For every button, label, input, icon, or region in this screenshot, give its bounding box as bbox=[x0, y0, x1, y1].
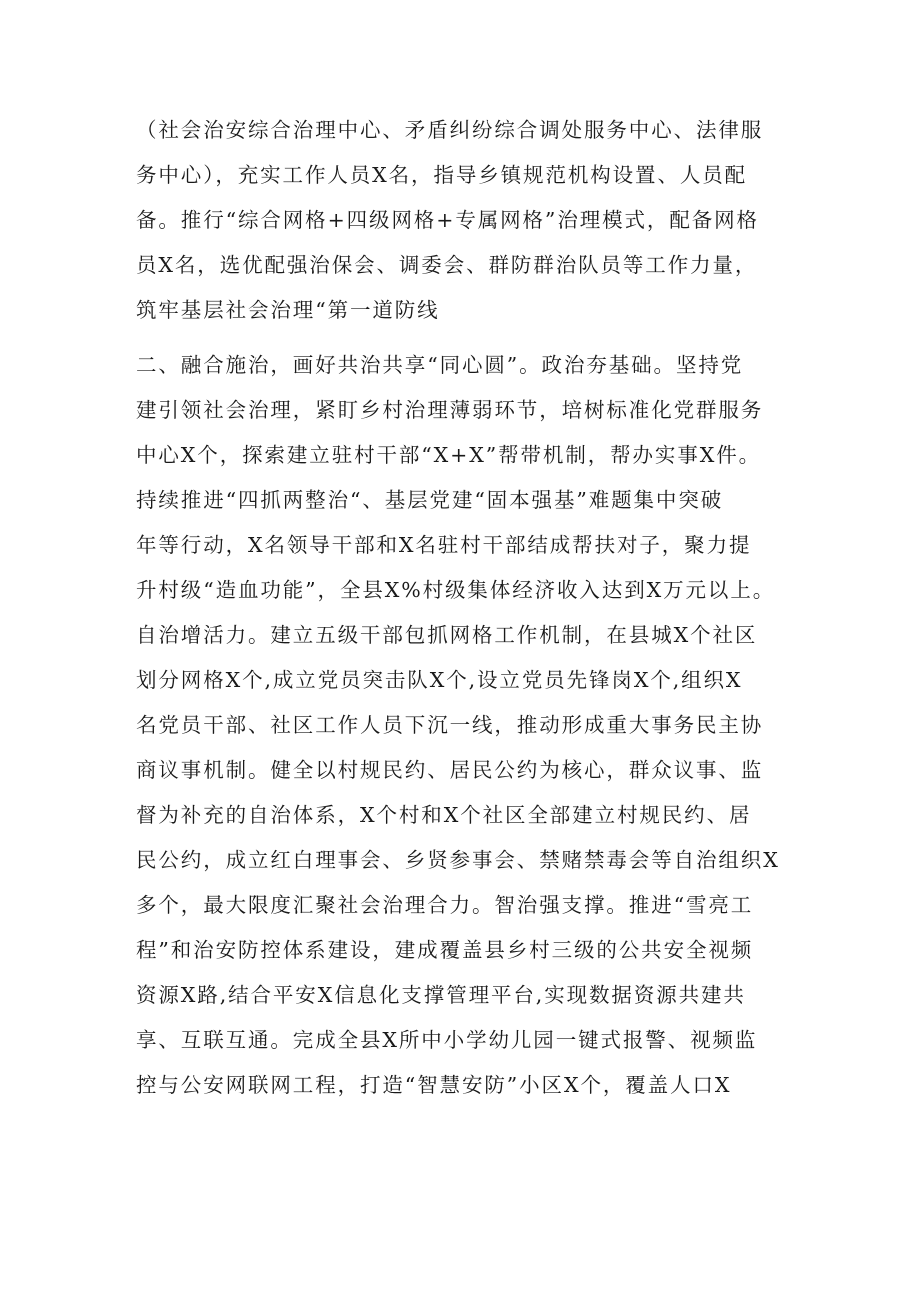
paragraph-2-line-7: 自治增活力。建立五级干部包抓网格工作机制，在县城X个社区 bbox=[136, 623, 758, 647]
paragraph-2-line-16: 享、互联互通。完成全县X所中小学幼儿园一键式报警、视频监 bbox=[136, 1028, 758, 1052]
paragraph-2-line-2: 建引领社会治理，紧盯乡村治理薄弱环节，培树标准化党群服务 bbox=[136, 398, 764, 422]
paragraph-2-line-6: 升村级“造血功能”，全县X%村级集体经济收入达到X万元以上。 bbox=[136, 578, 776, 602]
paragraph-1-line-2: 务中心），充实工作人员X名，指导乡镇规范机构设置、人员配 bbox=[136, 163, 748, 187]
paragraph-2-line-17: 控与公安网联网工程，打造“智慧安防”小区X个，覆盖人口X bbox=[136, 1073, 732, 1097]
paragraph-2-line-5: 年等行动，X名领导干部和X名驻村干部结成帮扶对子，聚力提 bbox=[136, 533, 752, 557]
paragraph-1-line-4: 员X名，选优配强治保会、调委会、群防群治队员等工作力量， bbox=[136, 253, 758, 277]
paragraph-2-line-15: 资源X路,结合平安X信息化支撑管理平台,实现数据资源共建共 bbox=[136, 983, 746, 1007]
paragraph-2-line-13: 多个，最大限度汇聚社会治理合力。智治强支撑。推进“雪亮工 bbox=[136, 893, 754, 917]
paragraph-1-line-1: （社会治安综合治理中心、矛盾纠纷综合调处服务中心、法律服 bbox=[136, 118, 764, 142]
paragraph-2-line-4: 持续推进“四抓两整治“、基层党建“固本强基”难题集中突破 bbox=[136, 488, 724, 512]
paragraph-2-line-9: 名党员干部、社区工作人员下沉一线，推动形成重大事务民主协 bbox=[136, 713, 764, 737]
paragraph-1-line-3: 备。推行“综合网格+四级网格+专属网格”治理模式，配备网格 bbox=[136, 208, 759, 232]
paragraph-2-line-3: 中心X个，探索建立驻村干部“X+X”帮带机制，帮办实事X件。 bbox=[136, 443, 762, 467]
paragraph-2-line-1: 二、融合施治，画好共治共享“同心圆”。政治夯基础。坚持党 bbox=[136, 353, 744, 377]
paragraph-2-line-10: 商议事机制。健全以村规民约、居民公约为核心，群众议事、监 bbox=[136, 758, 764, 782]
paragraph-2-line-11: 督为补充的自治体系，X个村和X个社区全部建立村规民约、居 bbox=[136, 803, 752, 827]
paragraph-1-line-5: 筑牢基层社会治理“第一道防线 bbox=[136, 298, 440, 322]
paragraph-2-line-14: 程”和治安防控体系建设，建成覆盖县乡村三级的公共安全视频 bbox=[136, 938, 754, 962]
paragraph-2-line-8: 划分网格X个,成立党员突击队X个,设立党员先锋岗X个,组织X bbox=[136, 668, 743, 692]
paragraph-2-line-12: 民公约，成立红白理事会、乡贤参事会、禁赌禁毒会等自治组织X bbox=[136, 848, 780, 872]
